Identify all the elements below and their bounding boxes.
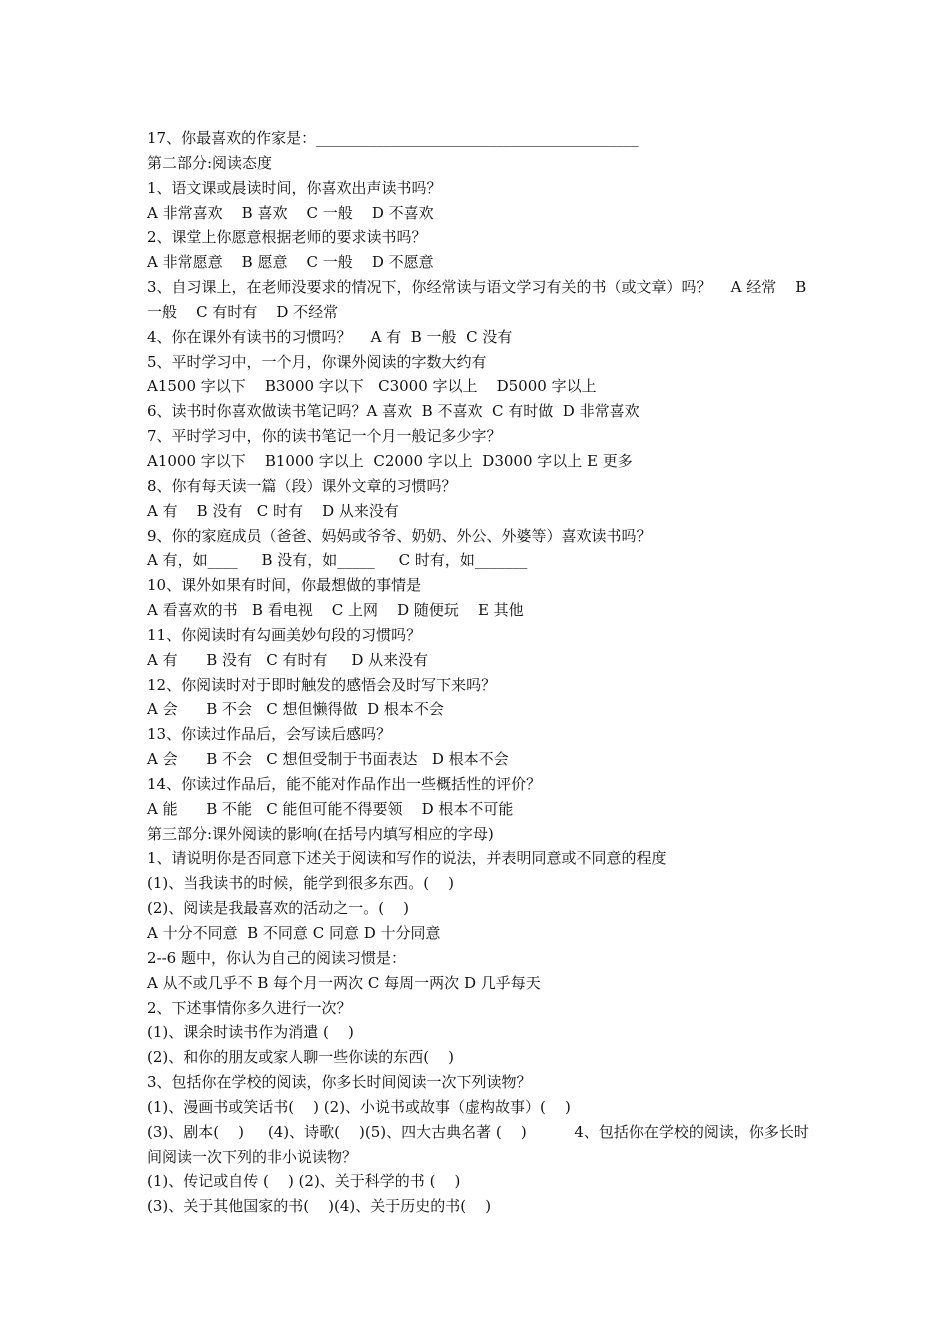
question-text: 2、下述事情你多久进行一次？ [147,998,352,1017]
question-text: (3)、剧本( ) (4)、诗歌( )(5)、四大古典名著 ( ) 4、包括你在学校的阅读，你多长时间阅读一次下列的非小说读物？ [147,1122,809,1166]
question-text: 8、你有每天读一篇（段）课外文章的习惯吗？ [147,476,457,495]
answer-options: A1500 字以下 B3000 字以下 C3000 字以上 D5000 字以上 [147,377,597,396]
question-text: 12、你阅读时对于即时触发的感悟会及时写下来吗？ [147,675,497,694]
section-heading: 第三部分:课外阅读的影响(在括号内填写相应的字母) [147,824,494,843]
answer-options: A 非常喜欢 B 喜欢 C 一般 D 不喜欢 [147,203,434,222]
document-body [147,126,817,1219]
question-text: (1)、课余时读书作为消遣 ( ) [147,1023,354,1042]
question-text: 4、你在课外有读书的习惯吗？ A 有 B 一般 C 没有 [147,327,513,346]
question-text: 14、你读过作品后，能不能对作品作出一些概括性的评价？ [147,774,542,793]
question-text: 13、你读过作品后，会写读后感吗？ [147,725,392,744]
question-text: (2)、阅读是我最喜欢的活动之一。( ) [147,899,410,918]
question-text: (2)、和你的朋友或家人聊一些你读的东西( ) [147,1048,455,1067]
text-line: 17、你最喜欢的作家是：___________________________________________ [147,129,639,147]
question-text: 11、你阅读时有勾画美妙句段的习惯吗？ [147,625,422,644]
question-text: 3、包括你在学校的阅读，你多长时间阅读一次下列读物？ [147,1073,532,1092]
question-text: 7、平时学习中，你的读书笔记一个月一般记多少字？ [147,427,502,446]
question-text: 1、语文课或晨读时间，你喜欢出声读书吗？ [147,178,442,197]
answer-options: A 非常愿意 B 愿意 C 一般 D 不愿意 [147,253,434,272]
question-text: (1)、当我读书的时候，能学到很多东西。( ) [147,874,455,893]
answer-options: A 会 B 不会 C 想但受制于书面表达 D 根本不会 [147,750,509,769]
question-text: 3、自习课上，在老师没要求的情况下，你经常读与语文学习有关的书（或文章）吗？ A 经常 B 一般 C 有时有 D 不经常 [147,278,812,321]
question-text: 1、请说明你是否同意下述关于阅读和写作的说法，并表明同意或不同意的程度 [147,849,667,868]
answer-options: A 十分不同意 B 不同意 C 同意 D 十分同意 [147,924,441,942]
answer-options: A 会 B 不会 C 想但懒得做 D 根本不会 [147,700,444,719]
question-text: 2、课堂上你愿意根据老师的要求读书吗？ [147,228,427,247]
answer-options: A 看喜欢的书 B 看电视 C 上网 D 随便玩 E 其他 [147,601,524,620]
question-text: 5、平时学习中，一个月，你课外阅读的字数大约有 [147,352,487,371]
section-heading: 第二部分:阅读态度 [147,153,273,172]
answer-options: A 从不或几乎不 B 每个月一两次 C 每周一两次 D 几乎每天 [147,973,541,992]
answer-options: A 能 B 不能 C 能但可能不得要领 D 根本不可能 [147,799,514,818]
question-text: 6、读书时你喜欢做读书笔记吗？A 喜欢 B 不喜欢 C 有时做 D 非常喜欢 [147,402,640,421]
question-text: (1)、传记或自传 ( ) (2)、关于科学的书 ( ) [147,1172,461,1191]
question-text: (3)、关于其他国家的书( )(4)、关于历史的书( ) [147,1197,492,1216]
answer-options: A 有 B 没有 C 时有 D 从来没有 [147,501,399,520]
answer-options: A 有，如____ B 没有，如_____ C 时有，如_______ [147,551,528,570]
question-text: 10、课外如果有时间，你最想做的事情是 [147,576,422,595]
answer-options: A1000 字以下 B1000 字以上 C2000 字以上 D3000 字以上 E 更多 [147,451,633,470]
question-text: 2--6 题中，你认为自己的阅读习惯是： [147,948,406,967]
question-text: 9、你的家庭成员（爸爸、妈妈或爷爷、奶奶、外公、外婆等）喜欢读书吗？ [147,526,652,545]
question-text: (1)、漫画书或笑话书( ) (2)、小说书或故事（虚构故事）( ) [147,1097,571,1116]
answer-options: A 有 B 没有 C 有时有 D 从来没有 [147,650,429,669]
